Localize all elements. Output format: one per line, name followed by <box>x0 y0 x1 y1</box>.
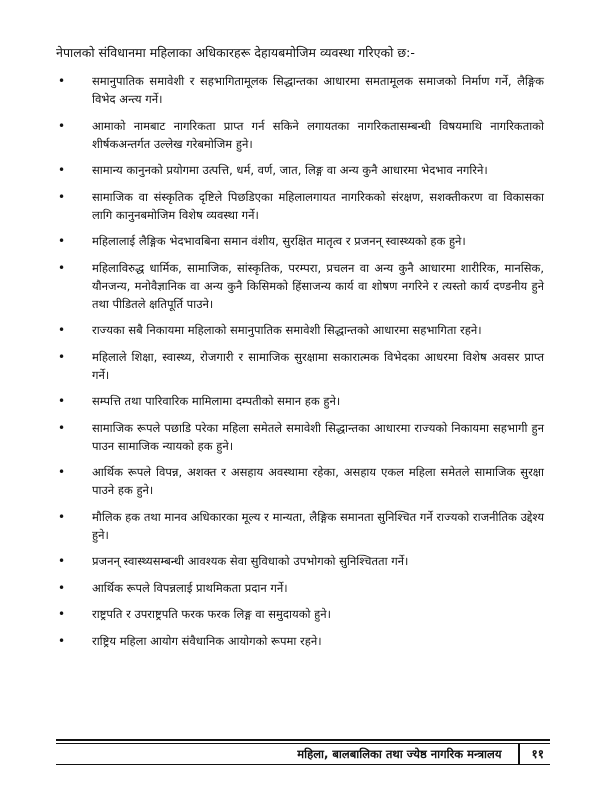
bullet-icon: • <box>58 580 66 595</box>
list-item <box>56 579 544 597</box>
list-item <box>56 161 544 179</box>
bullet-icon: • <box>58 465 66 479</box>
bullet-icon: • <box>58 323 66 337</box>
list-item <box>56 419 544 455</box>
footer-ministry-title: महिला, बालबालिका तथा ज्येष्ठ नागरिक मन्त्रालय <box>297 746 502 761</box>
intro-paragraph: नेपालको संविधानमा महिलाका अधिकारहरू देहायबमोजिम व्यवस्था गरिएको छ:- <box>56 45 415 60</box>
list-item <box>56 259 544 313</box>
list-item <box>56 508 544 544</box>
list-item <box>56 552 544 570</box>
list-item-text: सामाजिक रूपले पछाडि परेका महिला समेतले समावेशी सिद्धान्तका आधारमा राज्यको निकायमा सहभागी हुन पाउन सामाजिक न्यायको हक हुने। <box>92 420 544 453</box>
bullet-icon: • <box>58 420 66 435</box>
list-item-text: महिलाविरुद्ध धार्मिक, सामाजिक, सांस्कृतिक, परम्परा, प्रचलन वा अन्य कुनै आधारमा शारीरिक, मानसिक, यौनजन्य, मनोवैज्ञानिक वा अन्य कुनै किसिमको हिंसाजन्य कार्य वा शोषण नगरिने र त्यस्तो कार्य दण्डनीय हुने तथा पीडितले क्षतिपूर्ति पाउने। <box>92 260 544 311</box>
list-item <box>56 348 544 384</box>
bullet-icon: • <box>58 349 66 364</box>
list-item <box>56 72 544 108</box>
bullet-icon: • <box>58 74 66 88</box>
list-item-text: राष्ट्रिय महिला आयोग संवैधानिक आयोगको रूपमा रहने। <box>92 633 322 648</box>
list-item-text: महिलालाई लैङ्गिक भेदभावबिना समान वंशीय, सुरक्षित मातृत्व र प्रजनन् स्वास्थ्यको हक हुने। <box>92 234 466 248</box>
rights-list <box>56 72 544 658</box>
bullet-icon: • <box>58 509 66 524</box>
list-item-text: सामान्य कानुनको प्रयोगमा उत्पत्ति, धर्म, वर्ण, जात, लिङ्ग वा अन्य कुनै आधारमा भेदभाव नगरिने। <box>92 163 488 177</box>
list-item-text: आर्थिक रूपले विपन्न, अशक्त र असहाय अवस्थामा रहेका, असहाय एकल महिला समेतले सामाजिक सुरक्षा पाउने हक हुने। <box>92 465 544 497</box>
list-item <box>56 632 544 650</box>
list-item-text: प्रजनन् स्वास्थ्यसम्बन्धी आवश्यक सेवा सुविधाको उपभोगको सुनिश्चितता गर्ने। <box>92 554 409 568</box>
bullet-icon: • <box>58 189 66 204</box>
list-item-text: सामाजिक वा संस्कृतिक दृष्टिले पिछडिएका महिलालगायत नागरिकको संरक्षण, सशक्तीकरण वा विकासका लागि कानुनबमोजिम विशेष व्यवस्था गर्ने। <box>92 189 544 222</box>
bullet-icon: • <box>58 260 66 275</box>
list-item <box>56 605 544 623</box>
list-item-text: राज्यका सबै निकायमा महिलाको समानुपातिक समावेशी सिद्धान्तको आधारमा सहभागिता रहने। <box>92 323 482 337</box>
list-item-text: मौलिक हक तथा मानव अधिकारका मूल्य र मान्यता, लैङ्गिक समानता सुनिश्चित गर्ने राज्यको राजनीतिक उद्देश्य हुने। <box>92 509 544 542</box>
list-item-text: महिलाले शिक्षा, स्वास्थ्य, रोजगारी र सामाजिक सुरक्षामा सकारात्मक विभेदका आधरमा विशेष अवसर प्राप्त गर्ने। <box>92 349 544 382</box>
bullet-icon: • <box>58 234 66 248</box>
footer <box>56 743 550 765</box>
list-item <box>56 232 544 250</box>
page-number: ११ <box>518 744 550 764</box>
bullet-icon: • <box>58 118 66 133</box>
bullet-icon: • <box>58 394 66 408</box>
list-item-text: राष्ट्रपति र उपराष्ट्रपति फरक फरक लिङ्ग वा समुदायको हुने। <box>92 607 332 621</box>
list-item <box>56 117 544 153</box>
list-item <box>56 463 544 499</box>
bullet-icon: • <box>58 607 66 621</box>
list-item-text: सम्पत्ति तथा पारिवारिक मामिलामा दम्पतीको समान हक हुने। <box>92 394 341 408</box>
list-item-text: समानुपातिक समावेशी र सहभागितामूलक सिद्धान्तका आधारमा समतामूलक समाजको निर्माण गर्ने, लैङ्गिक विभेद अन्त्य गर्ने। <box>92 74 544 106</box>
list-item <box>56 188 544 224</box>
list-item-text: आर्थिक रूपले विपन्नलाई प्राथमिकता प्रदान गर्ने। <box>92 580 288 595</box>
footer-rule <box>56 739 550 741</box>
list-item-text: आमाको नामबाट नागरिकता प्राप्त गर्न सकिने लगायतका नागरिकतासम्बन्धी विषयमाथि नागरिकताको शीर्षकअन्तर्गत उल्लेख गरेबमोजिम हुने। <box>92 118 544 151</box>
bullet-icon: • <box>58 554 66 568</box>
bullet-icon: • <box>58 163 66 177</box>
list-item <box>56 321 544 339</box>
list-item <box>56 392 544 410</box>
bullet-icon: • <box>58 633 66 648</box>
